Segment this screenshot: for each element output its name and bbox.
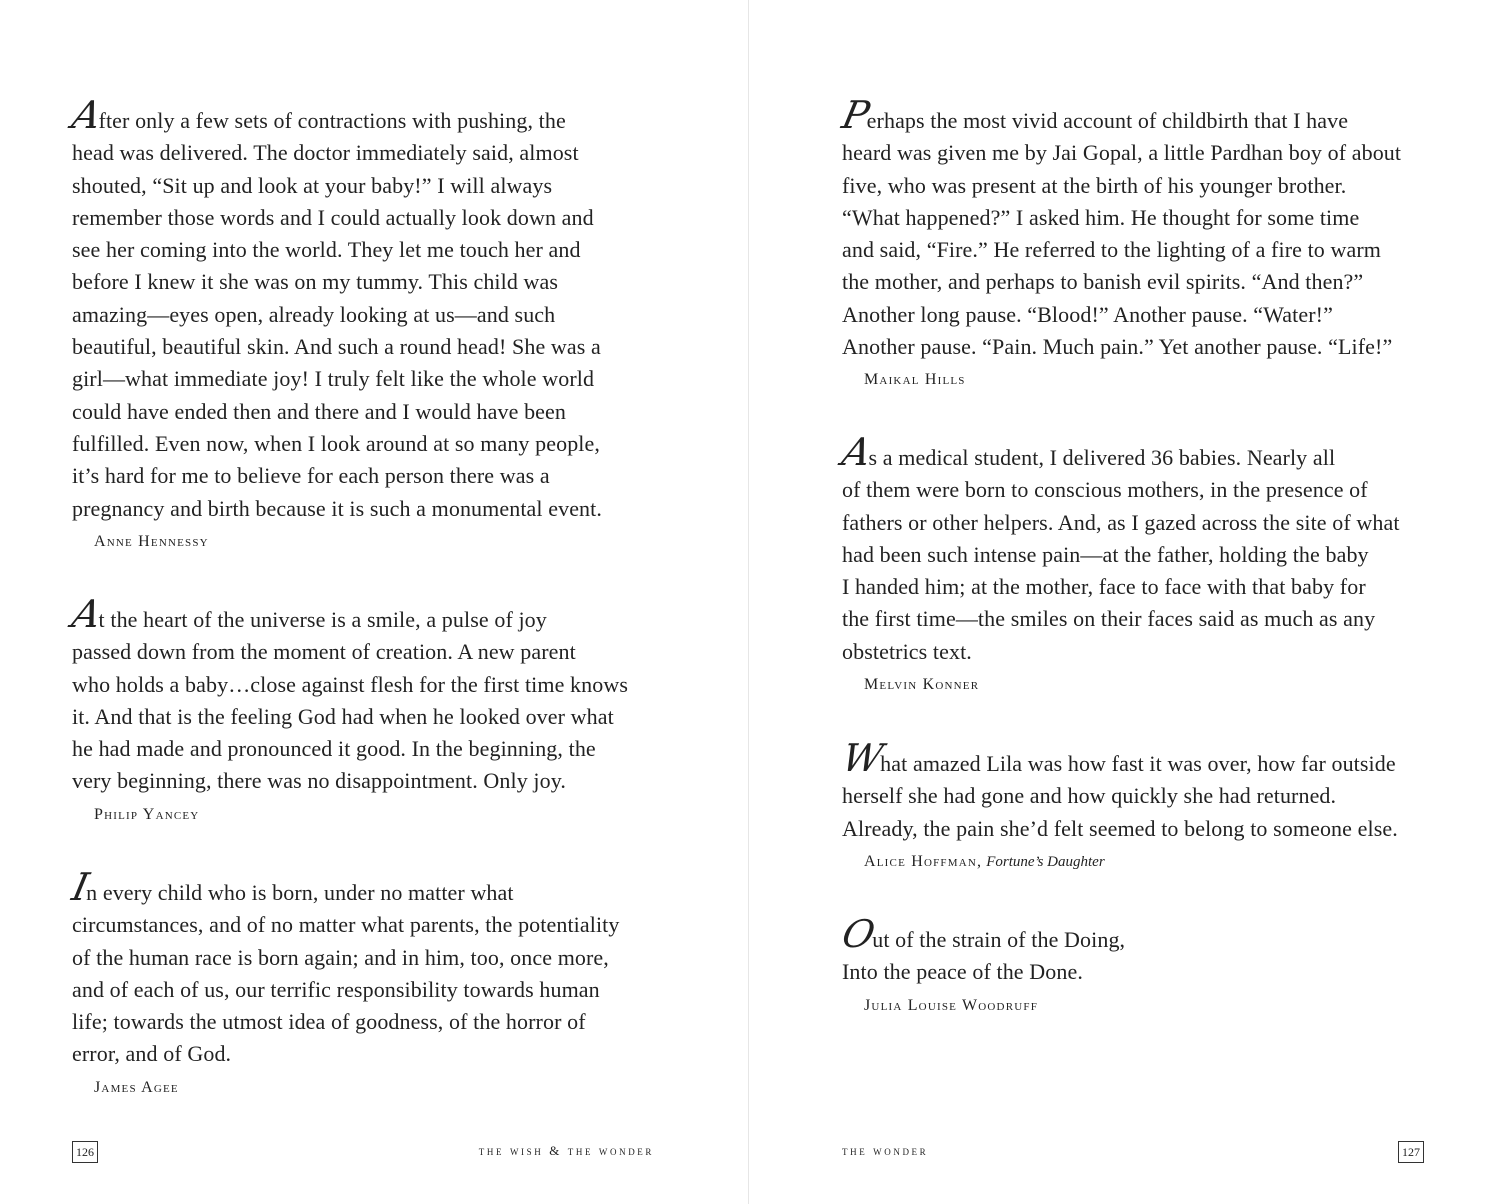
drop-cap: A xyxy=(68,93,106,137)
quote-line: passed down from the moment of creation. A new parent xyxy=(72,639,576,665)
right-page-footer xyxy=(842,1141,1424,1165)
quote-woodruff xyxy=(838,912,1432,1018)
quote-line: see her coming into the world. They let me touch her and xyxy=(72,237,581,263)
quote-attribution: Philip Yancey xyxy=(94,805,200,823)
quote-line: Another long pause. “Blood!” Another pause. “Water!” xyxy=(842,301,1333,327)
drop-cap: O xyxy=(838,912,879,956)
quote-attribution: James Agee xyxy=(94,1078,179,1096)
quote-line: and of each of us, our terrific responsibility towards human xyxy=(72,976,600,1002)
quote-line: very beginning, there was no disappointment. Only joy. xyxy=(72,768,566,794)
quote-line: fathers or other helpers. And, as I gazed across the site of what xyxy=(842,509,1400,535)
quote-line: beautiful, beautiful skin. And such a round head! She was a xyxy=(72,334,601,360)
quote-attribution: Anne Hennessy xyxy=(94,532,209,550)
quote-line: the first time—the smiles on their faces said as much as any xyxy=(842,606,1376,632)
quote-line: After only a few sets of contractions with pushing, the xyxy=(68,93,566,137)
quote-line: and said, “Fire.” He referred to the lighting of a fire to warm xyxy=(842,237,1381,263)
running-head: the wish & the wonder xyxy=(478,1143,654,1158)
quote-line: error, and of God. xyxy=(72,1041,232,1067)
quote-attribution: Maikal Hills xyxy=(864,371,966,389)
quote-line: it. And that is the feeling God had when he looked over what xyxy=(72,703,614,729)
quote-line: Another pause. “Pain. Much pain.” Yet another pause. “Life!” xyxy=(842,334,1393,360)
quote-text xyxy=(68,865,662,1071)
quote-line: he had made and pronounced it good. In the beginning, the xyxy=(72,736,596,762)
quote-line: Into the peace of the Done. xyxy=(842,959,1083,985)
quote-line: who holds a baby…close against flesh for the first time knows xyxy=(72,671,628,697)
page-number: 127 xyxy=(1398,1141,1424,1163)
quote-line: At the heart of the universe is a smile, a pulse of joy xyxy=(68,592,547,636)
quote-line: In every child who is born, under no matter what xyxy=(68,865,514,909)
quote-line: life; towards the utmost idea of goodness, of the horror of xyxy=(72,1009,586,1035)
quote-line: of the human race is born again; and in him, too, once more, xyxy=(72,944,609,970)
drop-cap: A xyxy=(838,430,876,474)
left-page xyxy=(0,0,749,1204)
quote-line: I handed him; at the mother, face to face with that baby for xyxy=(842,574,1366,600)
quote-line: What amazed Lila was how fast it was over, how far outside xyxy=(838,736,1396,780)
quote-line: fulfilled. Even now, when I look around at so many people, xyxy=(72,430,600,456)
quote-text xyxy=(68,93,662,525)
page-number: 126 xyxy=(72,1141,98,1163)
quote-line: obstetrics text. xyxy=(842,638,972,664)
quote-hennessy xyxy=(68,93,662,554)
quote-line: amazing—eyes open, already looking at us—and such xyxy=(72,301,556,327)
quote-line: pregnancy and birth because it is such a monumental event. xyxy=(72,495,602,521)
drop-cap: P xyxy=(838,93,874,137)
drop-cap: A xyxy=(68,592,106,636)
quote-konner xyxy=(838,430,1432,697)
quote-text xyxy=(838,736,1432,845)
quote-line: could have ended then and there and I would have been xyxy=(72,398,566,424)
quote-line: the mother, and perhaps to banish evil spirits. “And then?” xyxy=(842,269,1364,295)
quote-line: “What happened?” I asked him. He thought for some time xyxy=(842,204,1360,230)
quote-line: five, who was present at the birth of his younger brother. xyxy=(842,172,1347,198)
left-page-footer xyxy=(72,1141,662,1165)
quote-line: head was delivered. The doctor immediately said, almost xyxy=(72,140,579,166)
quote-maikal-hills xyxy=(838,93,1432,392)
quote-line: of them were born to conscious mothers, in the presence of xyxy=(842,477,1368,503)
quote-line: girl—what immediate joy! I truly felt like the whole world xyxy=(72,366,595,392)
quote-text xyxy=(68,592,662,798)
quote-text xyxy=(838,430,1432,668)
quote-line: shouted, “Sit up and look at your baby!” I will always xyxy=(72,172,553,198)
running-head: the wonder xyxy=(842,1143,929,1158)
quote-line: it’s hard for me to believe for each person there was a xyxy=(72,463,550,489)
quote-agee xyxy=(68,865,662,1100)
quote-line: circumstances, and of no matter what parents, the potentiality xyxy=(72,912,620,938)
quote-line: before I knew it she was on my tummy. This child was xyxy=(72,269,559,295)
quote-line: remember those words and I could actually look down and xyxy=(72,204,594,230)
quote-line: Perhaps the most vivid account of childbirth that I have xyxy=(838,93,1349,137)
right-page xyxy=(750,0,1500,1204)
work-title: Fortune’s Daughter xyxy=(986,853,1105,870)
quote-attribution: Melvin Konner xyxy=(864,676,980,694)
quote-line: heard was given me by Jai Gopal, a little Pardhan boy of about xyxy=(842,140,1402,166)
quote-yancey xyxy=(68,592,662,827)
quote-line: had been such intense pain—at the father, holding the baby xyxy=(842,541,1369,567)
quote-line: Out of the strain of the Doing, xyxy=(838,912,1126,956)
quote-line: Already, the pain she’d felt seemed to belong to someone else. xyxy=(842,815,1398,841)
quote-line: As a medical student, I delivered 36 babies. Nearly all xyxy=(838,430,1336,474)
drop-cap: I xyxy=(68,865,93,909)
quote-text xyxy=(838,93,1432,363)
gutter-divider xyxy=(748,0,749,1204)
quote-attribution: Alice Hoffman, Fortune’s Daughter xyxy=(864,852,1105,870)
quote-line: herself she had gone and how quickly she had returned. xyxy=(842,783,1337,809)
drop-cap: W xyxy=(838,736,887,780)
quote-attribution: Julia Louise Woodruff xyxy=(864,996,1039,1014)
quote-text xyxy=(838,912,1432,989)
quote-hoffman xyxy=(838,736,1432,874)
